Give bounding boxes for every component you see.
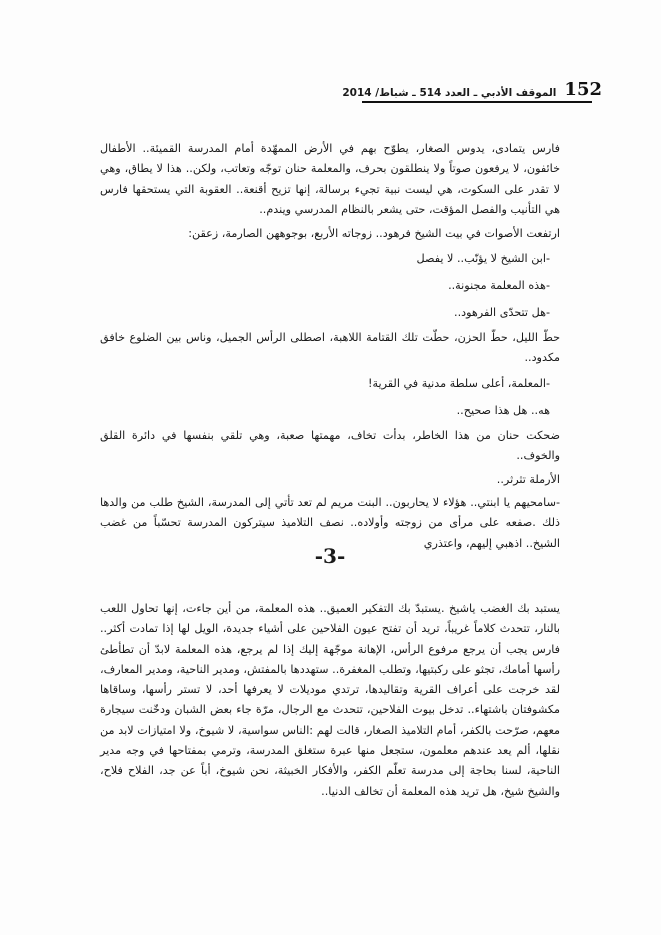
dialogue-line: -ابن الشيخ لا يؤنّب.. لا يفصل <box>416 252 550 266</box>
paragraph: -سامحيهم يا ابنتي.. هؤلاء لا يحاربون.. البنت مريم لم تعد تأتي إلى المدرسة، الشيخ طلب من والدها ذلك .صفعه على مرأى من زوجته وأولاده.. نصف التلاميذ سيتركون المدرسة تحسّباً من غضب الشيخ.. اذهبي إليهم، واعتذري <box>100 496 560 550</box>
dialogue-line: -المعلمة، أعلى سلطة مدنية في القرية! <box>367 376 550 390</box>
paragraph: الأرملة تثرثر.. <box>496 472 560 486</box>
header-rule <box>362 101 592 103</box>
dialogue-line: -هذه المعلمة مجنونة.. <box>448 279 550 293</box>
running-head: الموقف الأدبي ـ العدد 514 ـ شباط/ 2014 <box>342 87 557 99</box>
paragraph: يستبد بك الغضب ياشيخ .يستبدّ بك التفكير العميق.. هذه المعلمة، من أين جاءت، إنها تحاول اللعب بالنار، تتحدث كلاماً غريباً، تريد أن تفتح عيون الفلاحين على أشياء جديدة، الويل لها إذا تمادت أكثر.. فارس يجب أن يرجع مرفوع الرأس، الإهانة موجّهة إليك إذا لم يرجع، هذه المعلمة لابدّ أن تطأطئ رأسها أمامك، تجثو على ركبتيها، وتطلب المغفرة.. ستهددها بالمفتش، ومدير الناحية، ومدير المعارف، لقد خرجت على أعراف القرية وتقاليدها، ترتدي موديلات لا يعرفها أحد، لا تستر رأسها، وساقاها مكشوفتان باشتهاء.. تدخل بيوت الفلاحين، تتحدث مع الرجال، مرّة جاء بعض الشبان ودخّنت سيجارة معهم، صرّحت بالكفر، أمام التلاميذ الصغار، قالت لهم :الناس سواسية، لا شيوخ، ولا امتيازات لابد من نقلها، ألم يعد عندهم معلمون، ستجعل منها عبرة ستغلق المدرسة، وترمي بمفتاحها في وجه مدير الناحية، لسنا بحاجة إلى مدرسة تعلّم الكفر، والأفكار الخبيثة، نحن شيوخ، أباً عن جد، الفلاح فلاح، والشيخ شيخ، هل تريد هذه المعلمة أن تخالف الدنيا.. <box>100 602 560 798</box>
paragraph: فارس يتمادى، يدوس الصغار، يطوّح بهم في الأرض الممهّدة أمام المدرسة القميئة.. الأطفال خائفون، لا يرفعون صوتاً ولا ينطلقون بحرف، والمعلمة حنان توجّه وتعاتب، ولكن.. هذا لا يطاق، وهي لا تقدر على السكوت، هي ليست نبية تجيء برسالة، إنها تزيح أقنعة.. العقوبة التي يستحقها فارس هي التأنيب والفصل المؤقت، حتى يشعر بالنظام المدرسي ويندم.. <box>100 142 560 217</box>
section-1-body <box>100 139 560 557</box>
dialogue-line: هه.. هل هذا صحيح.. <box>456 403 550 417</box>
page-number: 152 <box>564 79 602 100</box>
paragraph: ارتفعت الأصوات في بيت الشيخ فرهود.. زوجاته الأربع، بوجوههن الصارمة، زعقن: <box>188 226 560 240</box>
dialogue-line: -هل تتحدّى الفرهود.. <box>454 306 550 320</box>
page-header <box>342 78 602 100</box>
section-number: -3- <box>314 544 346 568</box>
paragraph: ضحكت حنان من هذا الخاطر، بدأت تخاف، مهمتها صعبة، وهي تلقي بنفسها في دائرة القلق والخوف.. <box>100 428 560 463</box>
section-2-body <box>100 599 560 802</box>
paragraph: حطّ الليل، حطّ الحزن، حطّت تلك القتامة اللاهبة، اصطلى الرأس الجميل، وناس بين الضلوع خافق مكدود.. <box>100 331 560 365</box>
